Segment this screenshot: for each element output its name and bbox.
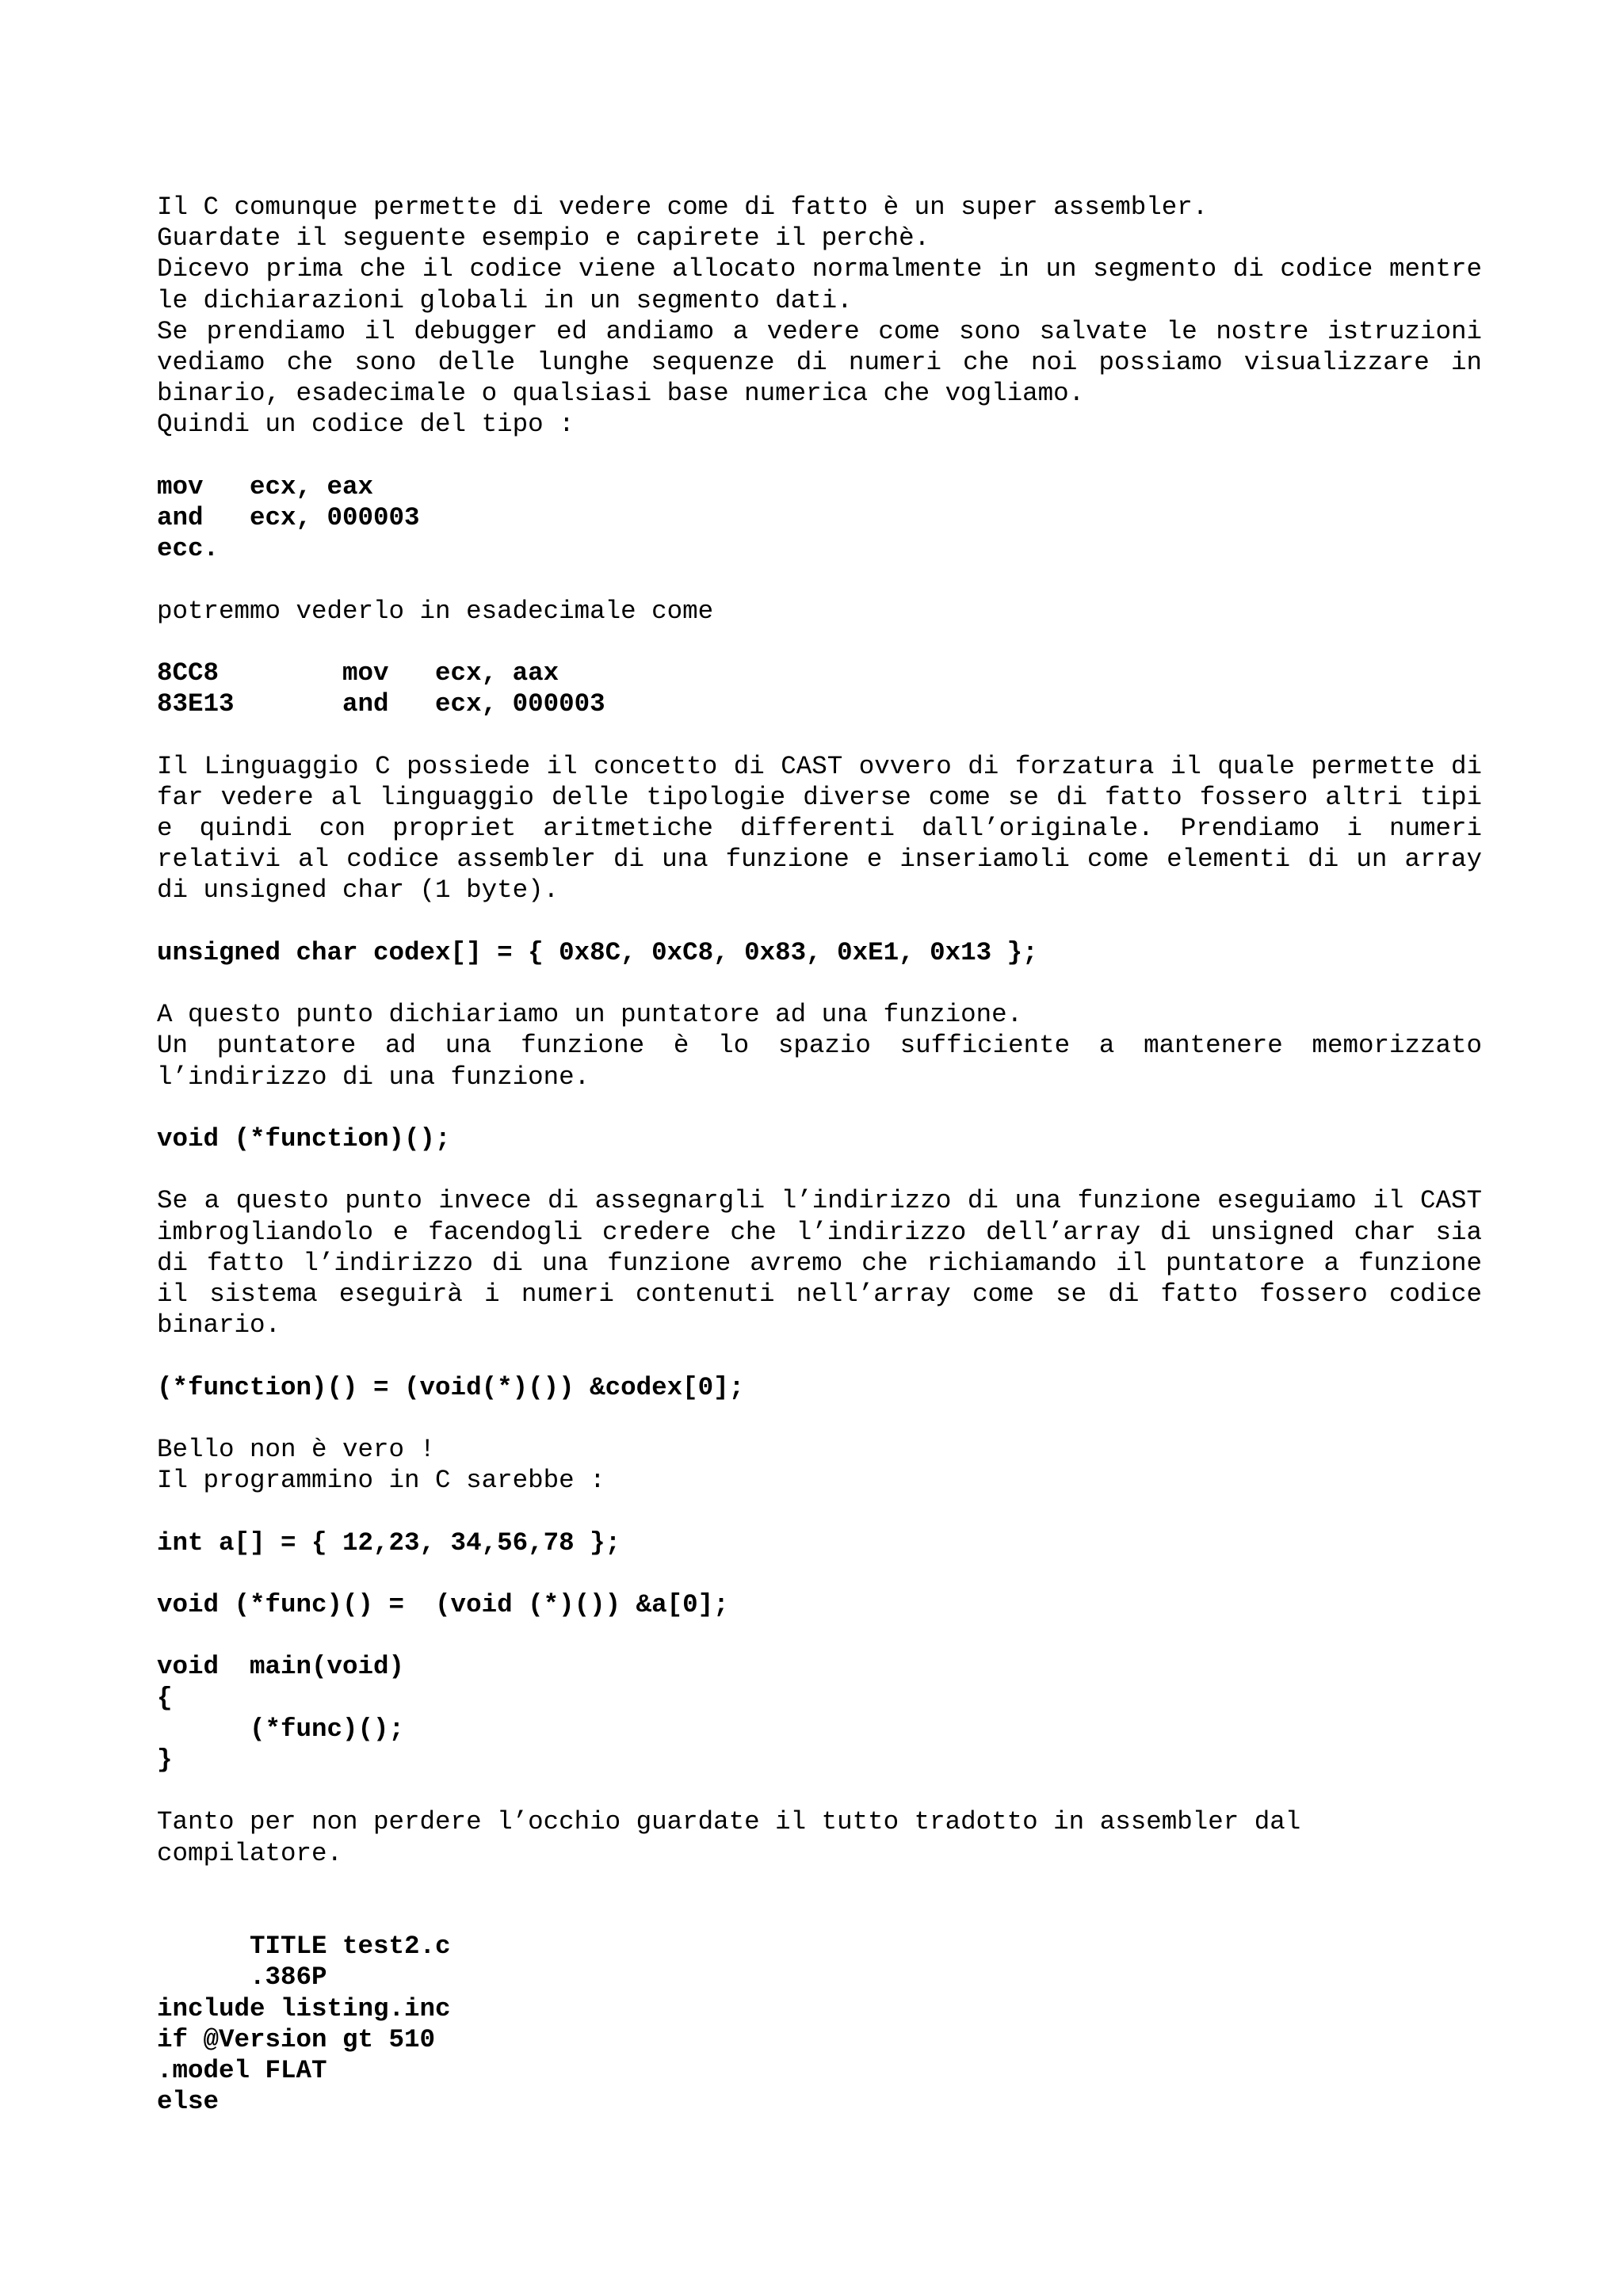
hex-intro-text: potremmo vederlo in esadecimale come: [157, 596, 714, 626]
code-line: ecc.: [157, 534, 220, 564]
code-line: .model FLAT: [157, 2055, 327, 2085]
cast-intro-paragraph: Il Linguaggio C possiede il concetto di CAST ovvero di forzatura il quale permette di far vedere al linguaggio delle tipologie diverse come se di fatto fossero altri tipi e quindi con propriet aritmetiche differenti dall’originale. Prendiamo i numeri relativi al codice assembler di una funzione e inseriamoli come elementi di un array di unsigned char (1 byte).: [157, 751, 1482, 906]
function-pointer-declaration: void (*function)();: [157, 1123, 451, 1154]
code-line: }: [157, 1745, 173, 1775]
code-line: else: [157, 2087, 220, 2117]
cast-explain-paragraph: Se a questo punto invece di assegnargli l’indirizzo di una funzione eseguiamo il CAST imbrogliandolo e facendogli credere che l’indirizzo dell’array di unsigned char sia di fatto l’indirizzo di una funzione avremo che richiamando il puntatore a funzione il sistema eseguirà i numeri contenuti nell’array come se di fatto fossero codice binario.: [157, 1186, 1482, 1341]
document-page: [157, 192, 1482, 2117]
code-line: (*func)();: [157, 1714, 405, 1744]
tanto-paragraph: Tanto per non perdere l’occhio guardate il tutto tradotto in assembler dal compilatore.: [157, 1807, 1301, 1868]
intro-line-code-type: Quindi un codice del tipo :: [157, 410, 575, 440]
code-line: mov ecx, eax: [157, 471, 374, 502]
intro-line-2: Guardate il seguente esempio e capirete il perchè.: [157, 223, 930, 254]
code-line: void main(void): [157, 1652, 405, 1682]
code-line: 83E13 and ecx, 000003: [157, 689, 605, 719]
cast-assignment-code: (*function)() = (void(*)()) &codex[0];: [157, 1372, 745, 1402]
intro-line-1: Il C comunque permette di vedere come di fatto è un super assembler.: [157, 193, 1209, 222]
code-line: void (*func)() = (void (*)()) &a[0];: [157, 1589, 729, 1619]
intro-paragraph-debugger: Se prendiamo il debugger ed andiamo a vedere come sono salvate le nostre istruzioni vediamo che sono delle lunghe sequenze di numeri che noi possiamo visualizzare in binario, esadecimale o qualsiasi base numerica che vogliamo.: [157, 316, 1482, 409]
code-line: TITLE test2.c: [157, 1932, 451, 1962]
hex-example-code: [157, 658, 1482, 719]
asm-example-code: [157, 471, 1482, 565]
pointer-intro-line: A questo punto dichiariamo un puntatore ad una funzione.: [157, 1000, 1023, 1030]
code-line: and ecx, 000003: [157, 503, 420, 533]
bello-line: Bello non è vero !: [157, 1434, 436, 1464]
c-program-code: [157, 1527, 1482, 1776]
program-intro-line: Il programmino in C sarebbe :: [157, 1466, 605, 1496]
pointer-intro-paragraph: Un puntatore ad una funzione è lo spazio sufficiente a mantenere memorizzato l’indirizzo di una funzione.: [157, 1031, 1482, 1092]
code-line: int a[] = { 12,23, 34,56,78 };: [157, 1527, 621, 1558]
code-line: 8CC8 mov ecx, aax: [157, 658, 559, 688]
code-line: {: [157, 1683, 173, 1713]
codex-declaration: unsigned char codex[] = { 0x8C, 0xC8, 0x83, 0xE1, 0x13 };: [157, 937, 1038, 967]
intro-paragraph-segments: Dicevo prima che il codice viene allocato normalmente in un segmento di codice mentre le dichiarazioni globali in un segmento dati.: [157, 254, 1482, 315]
code-line: .386P: [157, 1962, 327, 1993]
assembler-listing-code: [157, 1931, 1482, 2117]
code-line: [157, 1620, 1482, 1651]
code-line: if @Version gt 510: [157, 2024, 436, 2054]
code-line: include listing.inc: [157, 1993, 451, 2023]
code-line: [157, 1558, 1482, 1589]
